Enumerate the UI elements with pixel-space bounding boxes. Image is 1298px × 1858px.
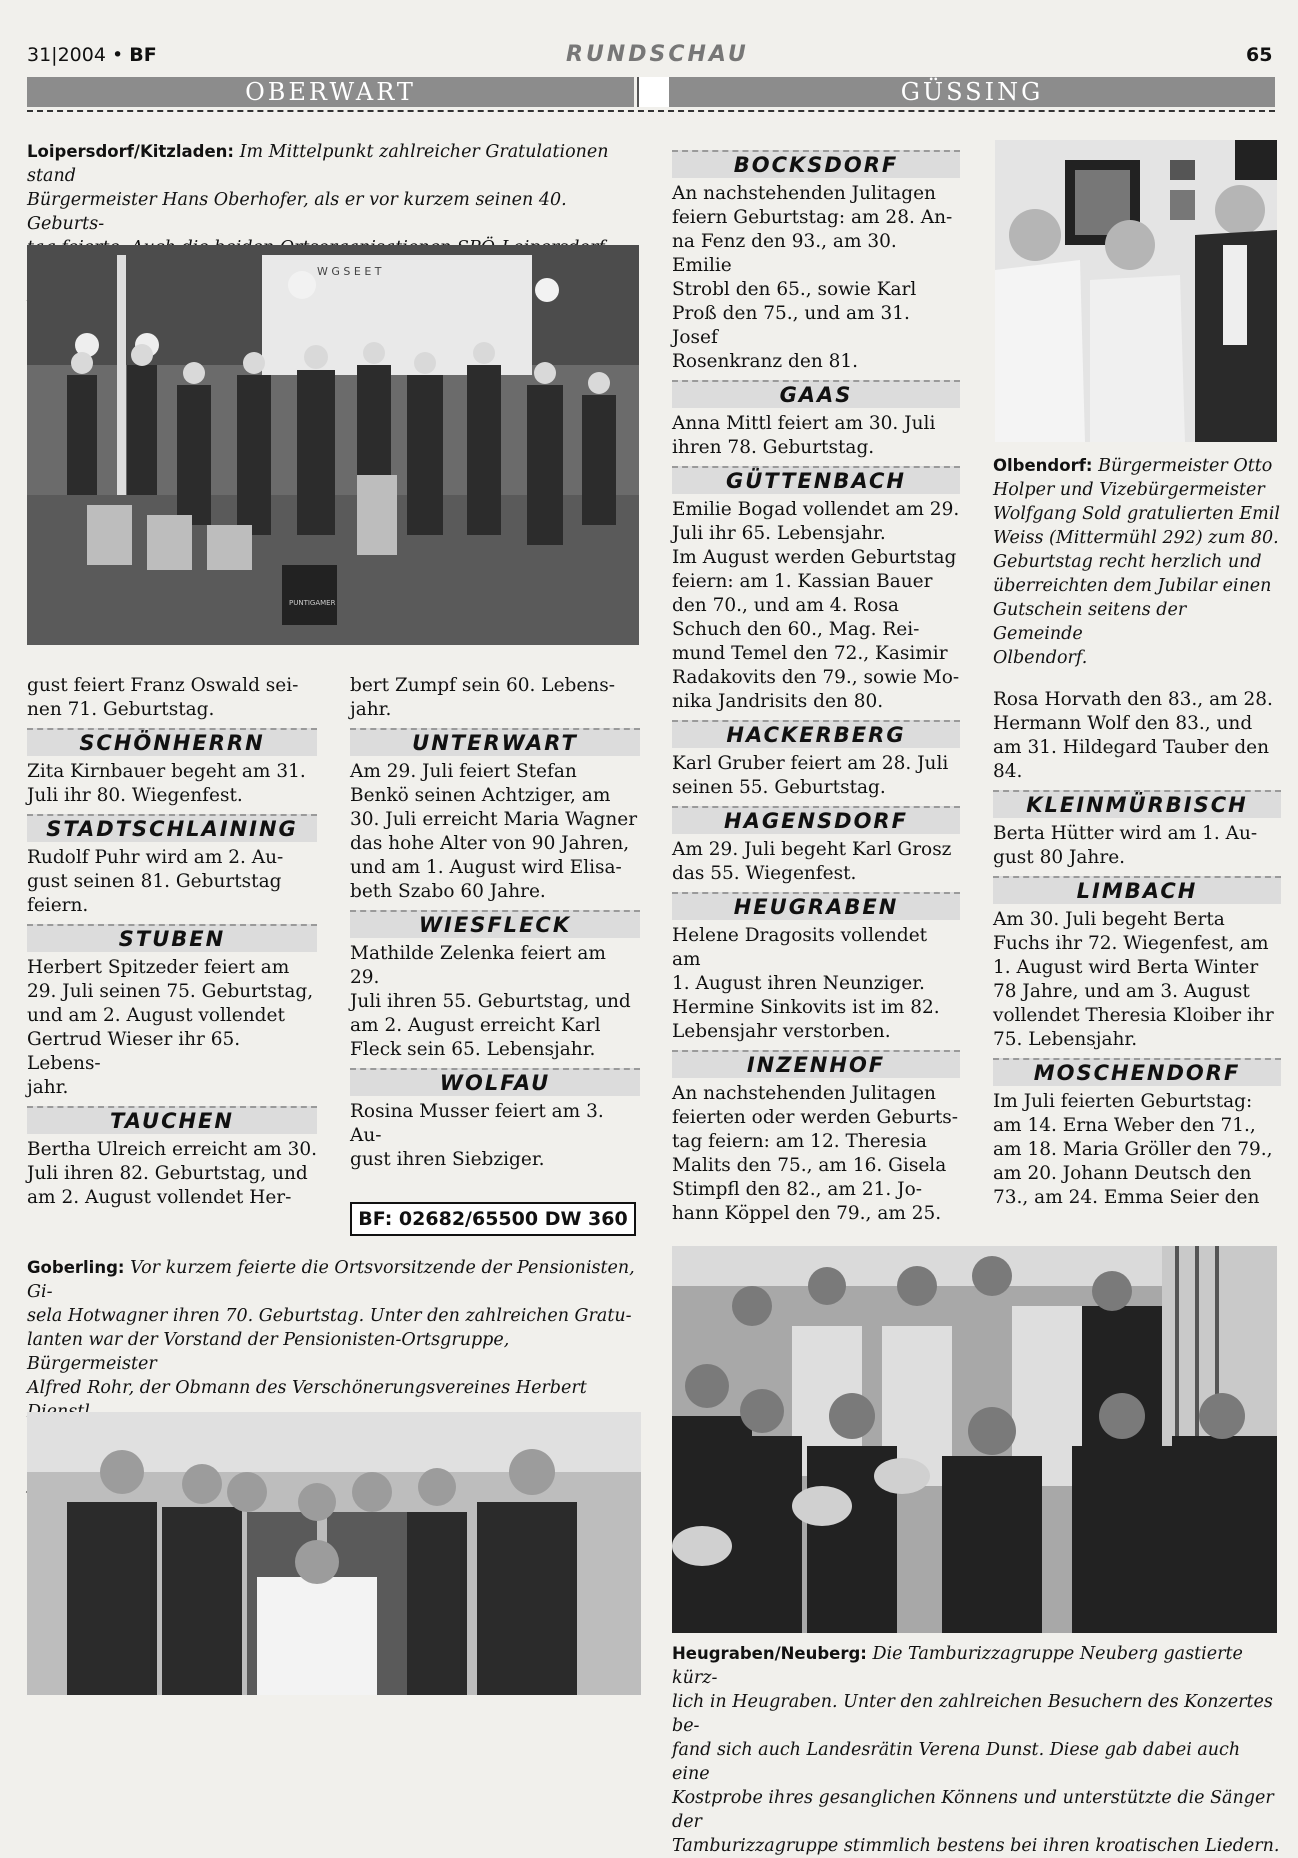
- caption-line: Holper und Vizebürgermeister: [993, 480, 1265, 500]
- text-line: nen 71. Geburtstag.: [27, 699, 215, 720]
- photo-goberling: [27, 1412, 641, 1695]
- heading-schoenherrn: SCHÖNHERRN: [27, 728, 317, 756]
- article-gaas: [672, 412, 960, 460]
- text-line: Juli ihren 55. Geburtstag, und: [350, 991, 631, 1012]
- text-line: 1. August ihren Neunziger.: [672, 973, 925, 994]
- text-line: das hohe Alter von 90 Jahren,: [350, 833, 630, 854]
- text-line: mund Temel den 72., Kasimir: [672, 643, 948, 664]
- heading-stadtschlaining: STADTSCHLAINING: [27, 814, 317, 842]
- article-kleinmuerbisch: [993, 822, 1281, 870]
- heading-kleinmuerbisch: KLEINMÜRBISCH: [993, 790, 1281, 818]
- text-line: Im Juli feierten Geburtstag:: [993, 1091, 1253, 1112]
- text-line: Zita Kirnbauer begeht am 31.: [27, 761, 306, 782]
- text-line: seinen 55. Geburtstag.: [672, 777, 886, 798]
- continued-text: [350, 674, 640, 722]
- bullet: •: [111, 44, 124, 66]
- heading-heugraben: HEUGRABEN: [672, 892, 960, 920]
- caption-line: Tamburizzagruppe stimmlich bestens bei ihren kroatischen Liedern.: [672, 1836, 1280, 1856]
- text-line: am 20. Johann Deutsch den: [993, 1163, 1252, 1184]
- caption-line: Olbendorf.: [993, 648, 1088, 668]
- text-line: Fleck sein 65. Lebensjahr.: [350, 1039, 596, 1060]
- text-line: nika Jandrisits den 80.: [672, 691, 884, 712]
- text-line: Hermann Wolf den 83., und: [993, 713, 1253, 734]
- text-line: Benkö seinen Achtziger, am: [350, 785, 611, 806]
- heading-tauchen: TAUCHEN: [27, 1106, 317, 1134]
- text-line: Emilie Bogad vollendet am 29.: [672, 499, 960, 520]
- article-wiesfleck: [350, 942, 640, 1062]
- caption-line: Vor kurzem feierte die Ortsvorsitzende der Pensionisten, Gi-: [27, 1258, 635, 1302]
- page-number: 65: [1246, 44, 1273, 66]
- heading-gaas: GAAS: [672, 380, 960, 408]
- caption-line: Weiss (Mittermühl 292) zum 80.: [993, 528, 1279, 548]
- text-line: na Fenz den 93., am 30. Emilie: [672, 231, 897, 276]
- caption-line: Kostprobe ihres gesanglichen Könnens und unterstützte die Sänger der: [672, 1788, 1274, 1832]
- text-line: Rosenkranz den 81.: [672, 351, 859, 372]
- text-line: feiern Geburtstag: am 28. An-: [672, 207, 953, 228]
- text-line: 75. Lebensjahr.: [993, 1029, 1138, 1050]
- text-line: Am 29. Juli feiert Stefan: [350, 761, 577, 782]
- text-line: Am 29. Juli begeht Karl Grosz: [672, 839, 952, 860]
- heading-inzenhof: INZENHOF: [672, 1050, 960, 1078]
- text-line: am 2. August vollendet Her-: [27, 1187, 292, 1208]
- photo-tamburizza: [672, 1246, 1277, 1633]
- text-line: gust seinen 81. Geburtstag: [27, 871, 282, 892]
- continued-text: [993, 688, 1281, 784]
- article-wolfau: [350, 1100, 640, 1172]
- text-line: Rosa Horvath den 83., am 28.: [993, 689, 1273, 710]
- text-line: 84.: [993, 761, 1023, 782]
- text-line: den 70., und am 4. Rosa: [672, 595, 899, 616]
- text-line: Strobl den 65., sowie Karl: [672, 279, 917, 300]
- contact-box: BF: 02682/65500 DW 360: [350, 1202, 636, 1236]
- text-line: Im August werden Geburtstag: [672, 547, 957, 568]
- article-hagensdorf: [672, 838, 960, 886]
- caption-line: lich in Heugraben. Unter den zahlreichen Besuchern des Konzertes be-: [672, 1692, 1273, 1736]
- text-line: und am 1. August wird Elisa-: [350, 857, 622, 878]
- text-line: Rosina Musser feiert am 3. Au-: [350, 1101, 604, 1146]
- text-line: Mathilde Zelenka feiert am 29.: [350, 943, 606, 988]
- group-photo-loipersdorf: [27, 245, 639, 645]
- heading-limbach: LIMBACH: [993, 876, 1281, 904]
- text-line: tag feiern: am 12. Theresia: [672, 1131, 927, 1152]
- article-tauchen: [27, 1138, 317, 1210]
- caption-line: Geburtstag recht herzlich und: [993, 552, 1262, 572]
- caption-line: Die Tamburizzagruppe Neuberg gastierte kürz-: [672, 1644, 1243, 1688]
- column-2: [350, 674, 640, 1236]
- text-line: Radakovits den 79., sowie Mo-: [672, 667, 960, 688]
- caption-line: sela Hotwagner ihren 70. Geburtstag. Unter den zahlreichen Gratu-: [27, 1306, 632, 1326]
- text-line: feiern: am 1. Kassian Bauer: [672, 571, 933, 592]
- banner-letters: W G S E E T: [317, 265, 382, 278]
- text-line: Juli ihr 65. Lebensjahr.: [672, 523, 886, 544]
- heading-stuben: STUBEN: [27, 924, 317, 952]
- text-line: An nachstehenden Julitagen: [672, 183, 936, 204]
- caption-place: Olbendorf:: [993, 456, 1093, 475]
- caption-place: Goberling:: [27, 1258, 125, 1277]
- text-line: und am 2. August vollendet: [27, 1005, 285, 1026]
- text-line: jahr.: [27, 1077, 69, 1098]
- caption-line: Im Mittelpunkt zahlreicher Gratulationen stand: [27, 142, 609, 186]
- caption-line: lanten war der Vorstand der Pensionisten-Ortsgruppe, Bürgermeister: [27, 1330, 510, 1374]
- header-rule: [27, 110, 1275, 112]
- text-line: jahr.: [350, 699, 392, 720]
- section-title: RUNDSCHAU: [566, 42, 749, 67]
- bar-divider: [637, 77, 671, 107]
- text-line: Karl Gruber feiert am 28. Juli: [672, 753, 949, 774]
- publication-logo: BF: [129, 44, 157, 66]
- continued-text: [27, 674, 317, 722]
- photo-olbendorf: [995, 140, 1277, 442]
- heading-guettenbach: GÜTTENBACH: [672, 466, 960, 494]
- article-schoenherrn: [27, 760, 317, 808]
- text-line: Bertha Ulreich erreicht am 30.: [27, 1139, 317, 1160]
- text-line: bert Zumpf sein 60. Lebens-: [350, 675, 615, 696]
- text-line: 73., am 24. Emma Seier den: [993, 1187, 1260, 1208]
- text-line: An nachstehenden Julitagen: [672, 1083, 936, 1104]
- heading-bocksdorf: BOCKSDORF: [672, 150, 960, 178]
- caption-line: fand sich auch Landesrätin Verena Dunst. Diese gab dabei auch eine: [672, 1740, 1241, 1784]
- heading-wiesfleck: WIESFLECK: [350, 910, 640, 938]
- text-line: Gertrud Wieser ihr 65. Lebens-: [27, 1029, 241, 1074]
- heading-wolfau: WOLFAU: [350, 1068, 640, 1096]
- text-line: 29. Juli seinen 75. Geburtstag,: [27, 981, 314, 1002]
- text-line: beth Szabo 60 Jahre.: [350, 881, 546, 902]
- text-line: ihren 78. Geburtstag.: [672, 437, 875, 458]
- text-line: Hermine Sinkovits ist im 82.: [672, 997, 940, 1018]
- caption-line: Bürgermeister Otto: [1098, 456, 1273, 476]
- article-inzenhof: [672, 1082, 960, 1226]
- region-bar-guessing: GÜSSING: [669, 77, 1275, 107]
- text-line: Rudolf Puhr wird am 2. Au-: [27, 847, 284, 868]
- heading-hackerberg: HACKERBERG: [672, 720, 960, 748]
- text-line: am 18. Maria Gröller den 79.,: [993, 1139, 1273, 1160]
- article-stuben: [27, 956, 317, 1100]
- text-line: feierten oder werden Geburts-: [672, 1107, 959, 1128]
- caption-line: Alfred Rohr, der Obmann des Verschönerungsvereines Herbert: [27, 1378, 587, 1398]
- caption-olbendorf: [993, 454, 1281, 670]
- text-line: gust 80 Jahre.: [993, 847, 1126, 868]
- text-line: am 31. Hildegard Tauber den: [993, 737, 1270, 758]
- article-unterwart: [350, 760, 640, 904]
- text-line: Helene Dragosits vollendet am: [672, 925, 928, 970]
- crate-label: PUNTIGAMER: [289, 599, 336, 607]
- caption-place: Heugraben/Neuberg:: [672, 1644, 867, 1663]
- text-line: Am 30. Juli begeht Berta: [993, 909, 1225, 930]
- text-line: gust ihren Siebziger.: [350, 1149, 545, 1170]
- caption-line: Wolfgang Sold gratulierten Emil: [993, 504, 1280, 524]
- text-line: am 14. Erna Weber den 71.,: [993, 1115, 1256, 1136]
- text-line: Malits den 75., am 16. Gisela: [672, 1155, 947, 1176]
- text-line: vollendet Theresia Kloiber ihr: [993, 1005, 1274, 1026]
- article-hackerberg: [672, 752, 960, 800]
- text-line: hann Köppel den 79., am 25.: [672, 1203, 942, 1224]
- region-bar-oberwart: OBERWART: [27, 77, 634, 107]
- text-line: Schuch den 60., Mag. Rei-: [672, 619, 920, 640]
- text-line: Lebensjahr verstorben.: [672, 1021, 891, 1042]
- column-1: [27, 674, 317, 1210]
- text-line: das 55. Wiegenfest.: [672, 863, 857, 884]
- article-heugraben: [672, 924, 960, 1044]
- text-line: Fuchs ihr 72. Wiegenfest, am: [993, 933, 1269, 954]
- column-3: [672, 150, 960, 1226]
- text-line: Stimpfl den 82., am 21. Jo-: [672, 1179, 922, 1200]
- caption-line: Gutschein seitens der Gemeinde: [993, 600, 1187, 644]
- text-line: 1. August wird Berta Winter: [993, 957, 1259, 978]
- text-line: feiern.: [27, 895, 89, 916]
- text-line: Juli ihr 80. Wiegenfest.: [27, 785, 243, 806]
- article-guettenbach: [672, 498, 960, 714]
- heading-unterwart: UNTERWART: [350, 728, 640, 756]
- article-moschendorf: [993, 1090, 1281, 1210]
- issue-number: 31|2004: [27, 44, 106, 66]
- text-line: 78 Jahre, und am 3. August: [993, 981, 1250, 1002]
- text-line: Berta Hütter wird am 1. Au-: [993, 823, 1258, 844]
- issue-line: [27, 44, 157, 66]
- text-line: Juli ihren 82. Geburtstag, und: [27, 1163, 308, 1184]
- text-line: Anna Mittl feiert am 30. Juli: [672, 413, 936, 434]
- heading-hagensdorf: HAGENSDORF: [672, 806, 960, 834]
- caption-line: überreichten dem Jubilar einen: [993, 576, 1272, 596]
- text-line: gust feiert Franz Oswald sei-: [27, 675, 299, 696]
- caption-line: Bürgermeister Hans Oberhofer, als er vor kurzem seinen 40. Geburts-: [27, 190, 567, 234]
- text-line: 30. Juli erreicht Maria Wagner: [350, 809, 638, 830]
- article-limbach: [993, 908, 1281, 1052]
- text-line: Proß den 75., und am 31. Josef: [672, 303, 910, 348]
- text-line: Herbert Spitzeder feiert am: [27, 957, 290, 978]
- column-4: [993, 454, 1281, 1210]
- article-stadtschlaining: [27, 846, 317, 918]
- heading-moschendorf: MOSCHENDORF: [993, 1058, 1281, 1086]
- caption-heugraben-neuberg: [672, 1642, 1282, 1858]
- caption-place: Loipersdorf/Kitzladen:: [27, 142, 235, 161]
- text-line: am 2. August erreicht Karl: [350, 1015, 601, 1036]
- article-bocksdorf: [672, 182, 960, 374]
